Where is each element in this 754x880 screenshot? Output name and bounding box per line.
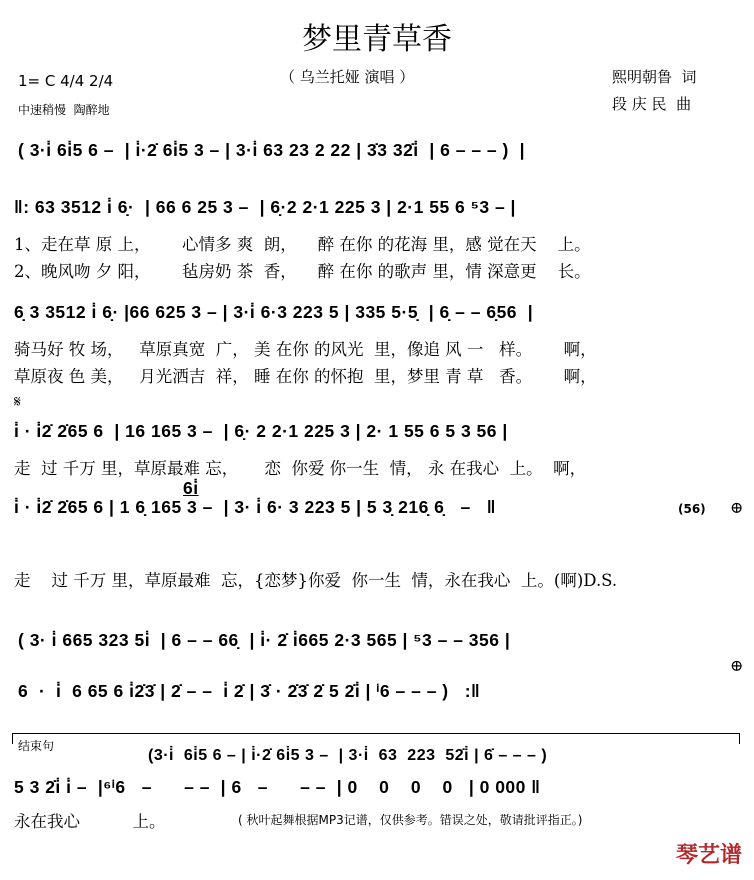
lyrics-ending: 永在我心 上。 [14,812,166,831]
segno-sign: 𝄋 [14,392,21,411]
tempo-marking: 中速稍慢 陶醉地 [18,103,110,117]
lyrics-row-3-verse-2: 草原夜 色 美， 月光洒吉 祥， 睡 在你 的怀抱 里，梦里 青 草 香。 啊， [14,367,597,386]
lyrics-row-4: 走 过 千万 里，草原最难 忘， 恋 你爱 你一生 情， 永 在我心 上。 啊， [14,459,587,478]
notation-row-3: 6̣ 3 3512 i̇ 6̣· |66 625 3 – | 3·i̇ 6·3 223 5 | 335 5·5̣ | 6̣ – – 6̣56 | [14,302,534,322]
composer: 段 庆 民 曲 [612,95,692,113]
lyrics-row-2-verse-1: 1、走在草 原 上， 心情多 爽 朗， 醉 在你 的花海 里，感 觉在天 上。 [14,235,591,254]
optional-notes: (56) [678,502,706,516]
ending-label: 结束句 [18,739,55,753]
notation-row-2: ‖: 63 3512 i̇ 6̣· | 66 6 25 3 – | 6̣·2 2·1 225 3 | 2·1 55 6 ⁵3 – | [14,197,516,217]
coda-sign-2: ⊕ [730,656,744,675]
lyricist: 熙明朝鲁 词 [612,68,697,86]
coda-sign: ⊕ [730,498,744,517]
notation-row-1: ( 3·i̇ 6i̇5 6 – | i̇·2̇ 6i̇5 3 – | 3·i̇ 63 23 2 22 | 3̇3 32̇i̇ | 6 – – – ) | [18,140,525,160]
song-title: 梦里青草香 [302,22,452,57]
notation-ending-accompaniment: (3·i̇ 6i̇5 6 – | i̇·2̇ 6i̇5 3 – | 3·i̇ 63 223 52̇i̇ | 6̇ – – – ) [148,747,548,764]
singer: （ 乌兰托娅 演唱 ） [280,68,415,86]
lyrics-row-2-verse-2: 2、晚风吻 夕 阳， 毡房奶 茶 香， 醉 在你 的歌声 里，情 深意更 长。 [14,262,591,281]
lyrics-row-5: 走 过 千万 里，草原最难 忘，{恋梦}你爱 你一生 情，永在我心 上。(啊)D.S. [14,571,618,590]
lyrics-row-3-verse-1: 骑马好 牧 场， 草原真宽 广， 美 在你 的风光 里，像追 风 一 样。 啊， [14,340,597,359]
alternate-notes: 6i̇ [183,478,199,498]
notation-row-5: i̇ · i̇2̇ 2̇65 6 | 1 6̣ 165 3 – | 3· i̇ 6· 3 223 5 | 5 3̣ 216̣ 6̣ – ‖ [14,497,497,517]
notation-row-6: ( 3· i̇ 665 323 5i̇ | 6 – – 66̣ | i̇· 2̇ i̇665 2·3 565 | ⁵3 – – 356 | [18,630,511,650]
notation-row-7: 6 · i̇ 6 65 6 i̇2̇3̇ | 2̇ – – i̇ 2̇ | 3̇ · 2̇3̇ 2̇ 5 2̇i̇ | ⁱ6 – – – ) :‖ [18,681,481,701]
transcriber-note: ( 秋叶起舞根据MP3记谱，仅供参考。错误之处，敬请批评指正。) [238,813,583,827]
key-signature: 1= C 4/4 2/4 [18,72,114,90]
notation-ending: 5 3 2̇i̇ i̇ – |⁶ⁱ6 – – – | 6 – – – | 0 0 0 0 | 0 000 ‖ [14,777,541,797]
ending-bracket [12,733,740,744]
notation-row-4: i̇ · i̇2̇ 2̇65 6 | 16 165 3 – | 6̣· 2 2·1 225 3 | 2· 1 55 6 5 3 56 | [14,421,508,441]
site-logo: 琴艺谱 [675,843,742,868]
